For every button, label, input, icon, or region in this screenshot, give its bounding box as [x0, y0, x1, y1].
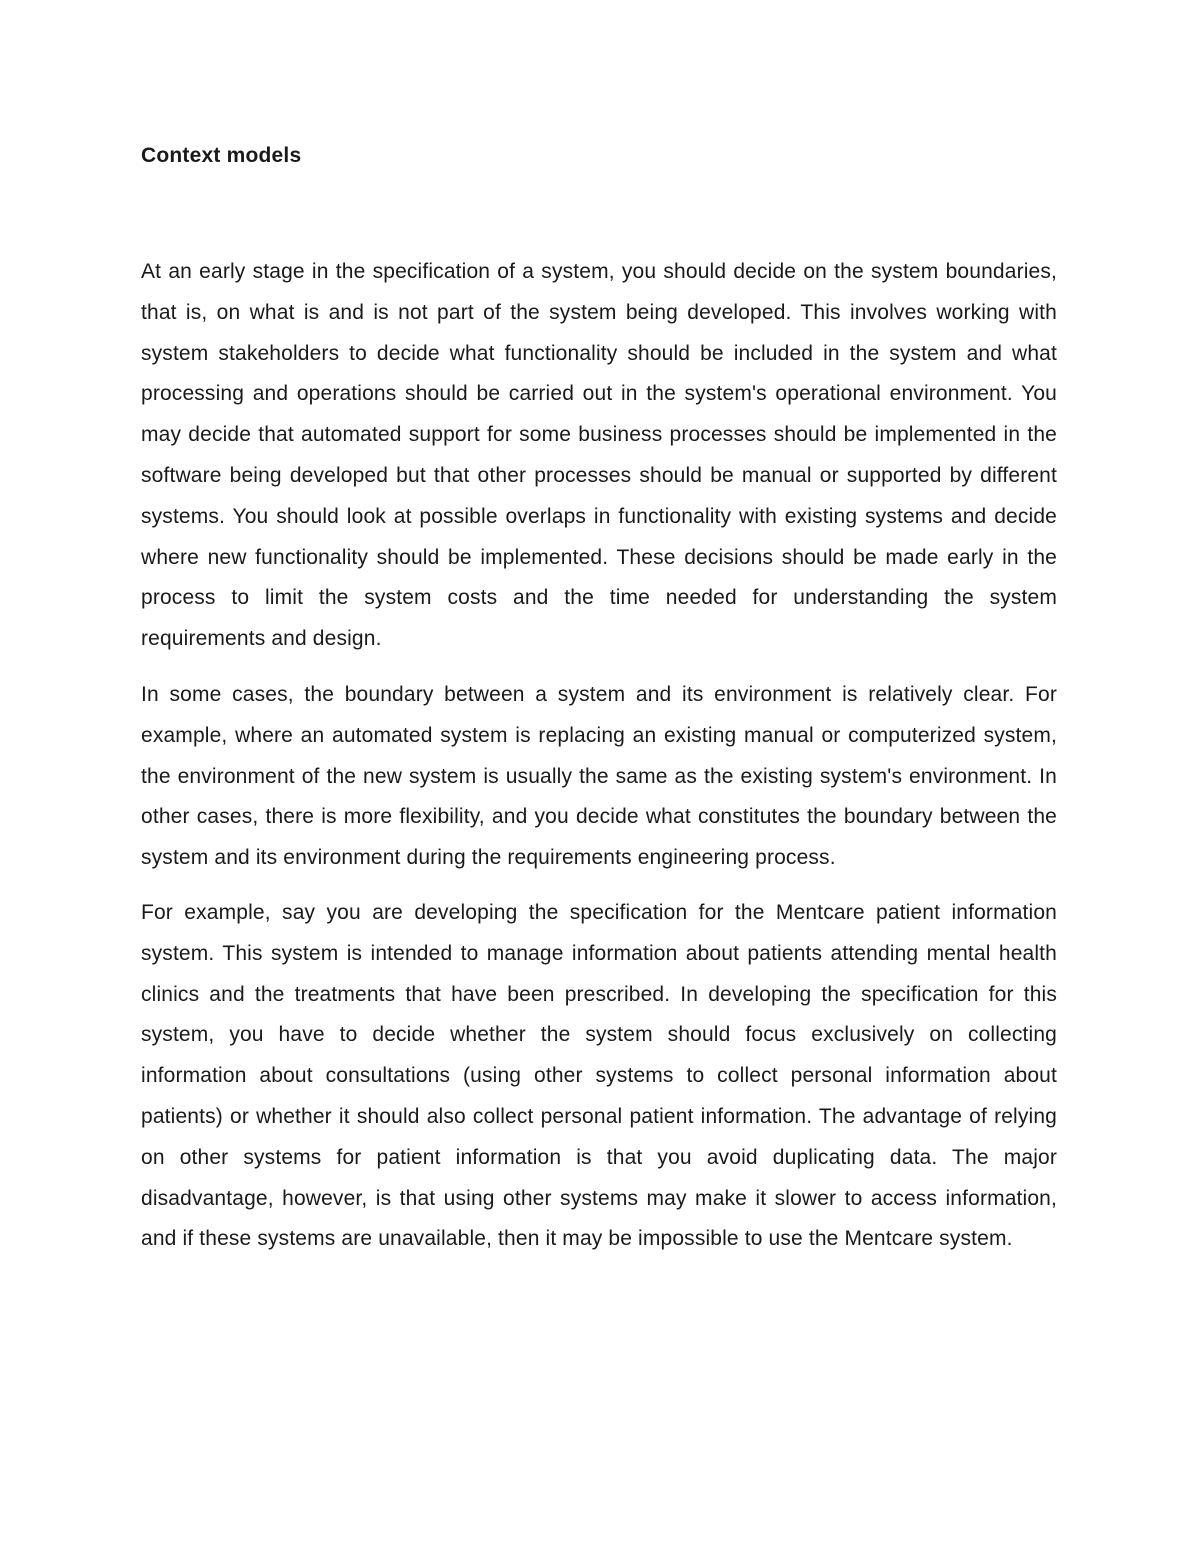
paragraph-mentcare-example: For example, say you are developing the specification for the Mentcare patient information system. This system is intended to manage information about patients attending mental health clinics and the treatments that have been prescribed. In developing the specification for this system, you have to decide whether the system should focus exclusively on collecting information about consultations (using other systems to collect personal information about patients) or whether it should also collect personal patient information. The advantage of relying on other systems for patient information is that you avoid duplicating data. The major disadvantage, however, is that using other systems may make it slower to access information, and if these systems are unavailable, then it may be impossible to use the Mentcare system.: [141, 900, 1057, 1251]
document-title: Context models: [141, 144, 302, 167]
document-body: [141, 140, 1057, 1260]
paragraph-boundary-cases: In some cases, the boundary between a system and its environment is relatively clear. For example, where an automated system is replacing an existing manual or computerized system, the environment of the new system is usually the same as the existing system's environment. In other cases, there is more flexibility, and you decide what constitutes the boundary between the system and its environment during the requirements engineering process.: [141, 682, 1057, 870]
paragraph-system-boundaries: At an early stage in the specification of a system, you should decide on the system boundaries, that is, on what is and is not part of the system being developed. This involves working with system stakeholders to decide what functionality should be included in the system and what processing and operations should be carried out in the system's operational environment. You may decide that automated support for some business processes should be implemented in the software being developed but that other processes should be manual or supported by different systems. You should look at possible overlaps in functionality with existing systems and decide where new functionality should be implemented. These decisions should be made early in the process to limit the system costs and the time needed for understanding the system requirements and design.: [141, 260, 1057, 651]
